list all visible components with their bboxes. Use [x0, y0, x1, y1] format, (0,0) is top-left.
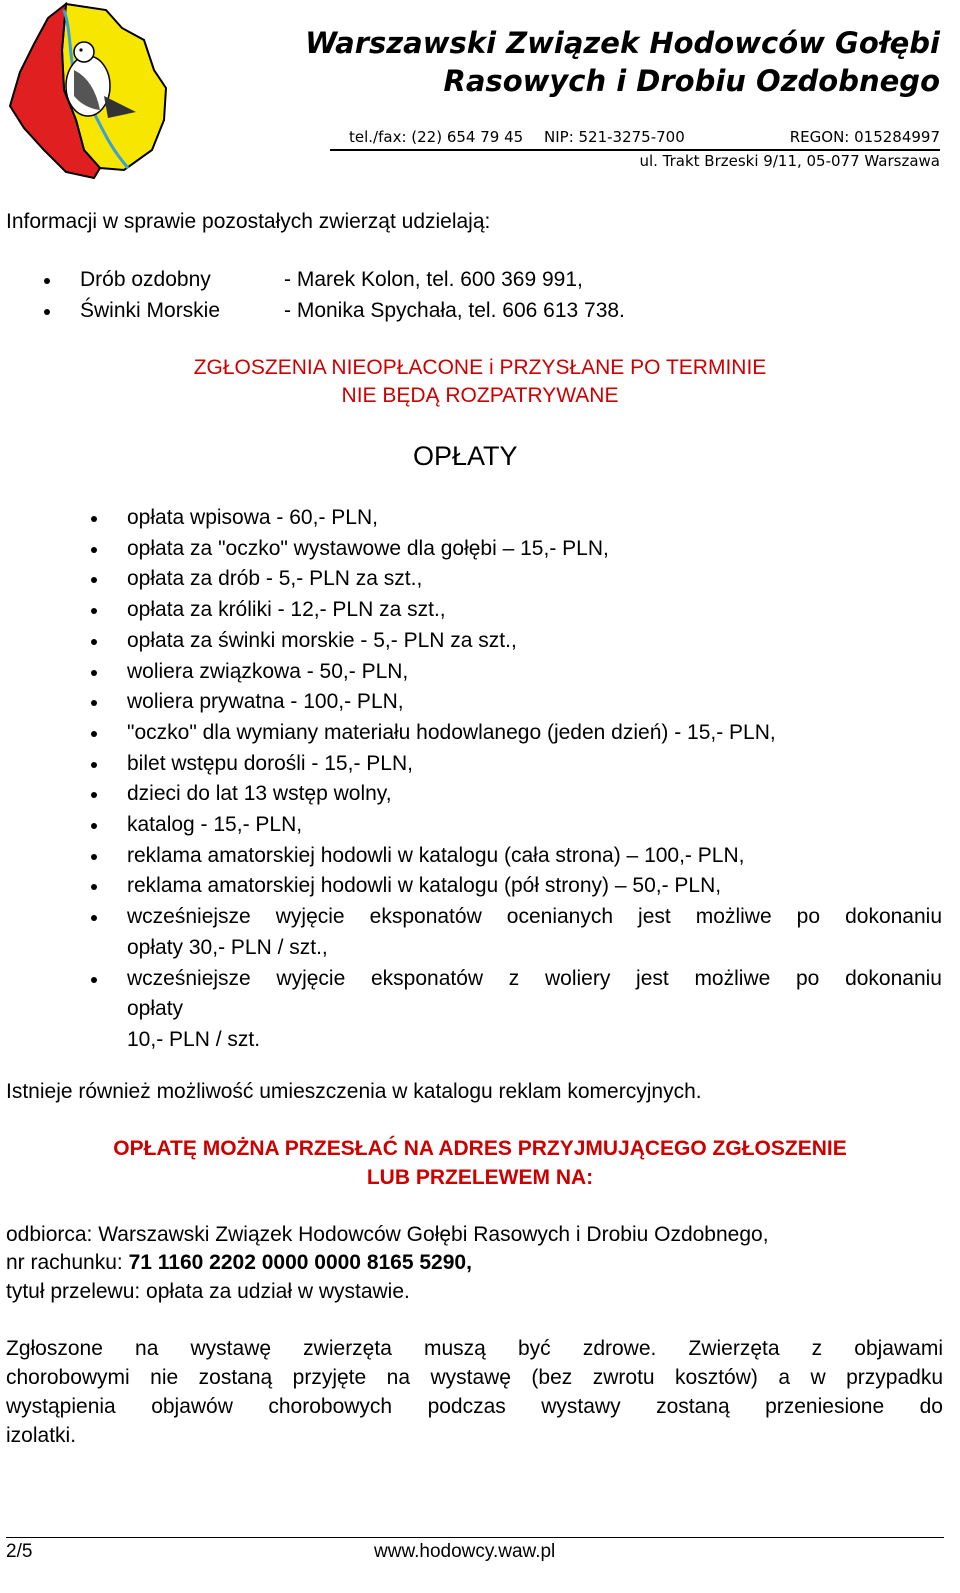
- footer-divider: [6, 1537, 944, 1538]
- payment-recipient: odbiorca: Warszawski Związek Hodowców Gołębi Rasowych i Drobiu Ozdobnego,: [6, 1223, 769, 1246]
- nip-number: NIP: 521-3275-700: [544, 128, 685, 146]
- fee-item-early-removal-judged: wcześniejsze wyjęcie eksponatów ocenianych jest możliwe po dokonaniu opłaty 30,- PLN / szt.,: [127, 902, 942, 963]
- fee-item: katalog - 15,- PLN,: [127, 810, 942, 841]
- page-number: 2/5: [6, 1541, 33, 1562]
- ads-note: Istnieje również możliwość umieszczenia w katalogu reklam komercyjnych.: [6, 1080, 702, 1103]
- regon-number: REGON: 015284997: [789, 128, 940, 146]
- fee-item: dzieci do lat 13 wstęp wolny,: [127, 779, 942, 810]
- warning-line-1: ZGŁOSZENIA NIEOPŁACONE i PRZYSŁANE PO TERMINIE: [193, 356, 767, 379]
- payment-heading-line-1: OPŁATĘ MOŻNA PRZESŁAĆ NA ADRES PRZYJMUJĄCEGO ZGŁOSZENIE: [113, 1137, 847, 1160]
- payment-heading-line-2: LUB PRZELEWEM NA:: [366, 1166, 594, 1189]
- association-logo: [4, 0, 172, 182]
- fee-item: bilet wstępu dorośli - 15,- PLN,: [127, 749, 942, 780]
- fee-item: woliera prywatna - 100,- PLN,: [127, 687, 942, 718]
- fee-item: reklama amatorskiej hodowli w katalogu (cała strona) – 100,- PLN,: [127, 841, 942, 872]
- contact-list: [80, 265, 625, 326]
- address: ul. Trakt Brzeski 9/11, 05-077 Warszawa: [639, 152, 940, 170]
- fee-item: opłata za "oczko" wystawowe dla gołębi – 15,- PLN,: [127, 534, 942, 565]
- payment-account: nr rachunku: 71 1160 2202 0000 0000 8165 5290,: [6, 1251, 472, 1274]
- website-link[interactable]: www.hodowcy.waw.pl: [374, 1541, 556, 1562]
- fee-item: opłata wpisowa - 60,- PLN,: [127, 503, 942, 534]
- info-heading: Informacji w sprawie pozostałych zwierząt udzielają:: [6, 210, 491, 233]
- association-name-line-2: Rasowych i Drobiu Ozdobnego: [443, 64, 940, 98]
- fee-item: opłata za świnki morskie - 5,- PLN za szt.,: [127, 626, 942, 657]
- association-name-line-1: Warszawski Związek Hodowców Gołębi: [305, 26, 940, 60]
- fee-item: "oczko" dla wymiany materiału hodowlanego (jeden dzień) - 15,- PLN,: [127, 718, 942, 749]
- fees-heading: OPŁATY: [413, 441, 518, 471]
- fee-item-early-removal-aviary: wcześniejsze wyjęcie eksponatów z woliery jest możliwe po dokonaniu opłaty 10,- PLN / szt.: [127, 964, 942, 1056]
- fees-list: [127, 503, 942, 1056]
- contact-item: Drób ozdobny - Marek Kolon, tel. 600 369 991,: [80, 265, 625, 296]
- fee-item: reklama amatorskiej hodowli w katalogu (pół strony) – 50,- PLN,: [127, 871, 942, 902]
- fee-item: opłata za króliki - 12,- PLN za szt.,: [127, 595, 942, 626]
- association-name: [240, 24, 940, 100]
- contact-bar: [349, 128, 940, 148]
- header-divider: [330, 149, 940, 151]
- contact-item: Świnki Morskie - Monika Spychała, tel. 606 613 738.: [80, 296, 625, 327]
- warning-line-2: NIE BĘDĄ ROZPATRYWANE: [341, 384, 619, 407]
- health-notice: Zgłoszone na wystawę zwierzęta muszą być zdrowe. Zwierzęta z objawami chorobowymi nie zostaną przyjęte na wystawę (bez zwrotu kosztów) a w przypadku wystąpienia objawów chorobowych podczas wystawy zostaną przeniesione do izolatki.: [6, 1337, 943, 1447]
- fee-item: woliera związkowa - 50,- PLN,: [127, 657, 942, 688]
- account-number: 71 1160 2202 0000 0000 8165 5290,: [128, 1251, 472, 1274]
- payment-title: tytuł przelewu: opłata za udział w wystawie.: [6, 1280, 410, 1303]
- phone-fax: tel./fax: (22) 654 79 45: [349, 128, 524, 146]
- fee-item: opłata za drób - 5,- PLN za szt.,: [127, 564, 942, 595]
